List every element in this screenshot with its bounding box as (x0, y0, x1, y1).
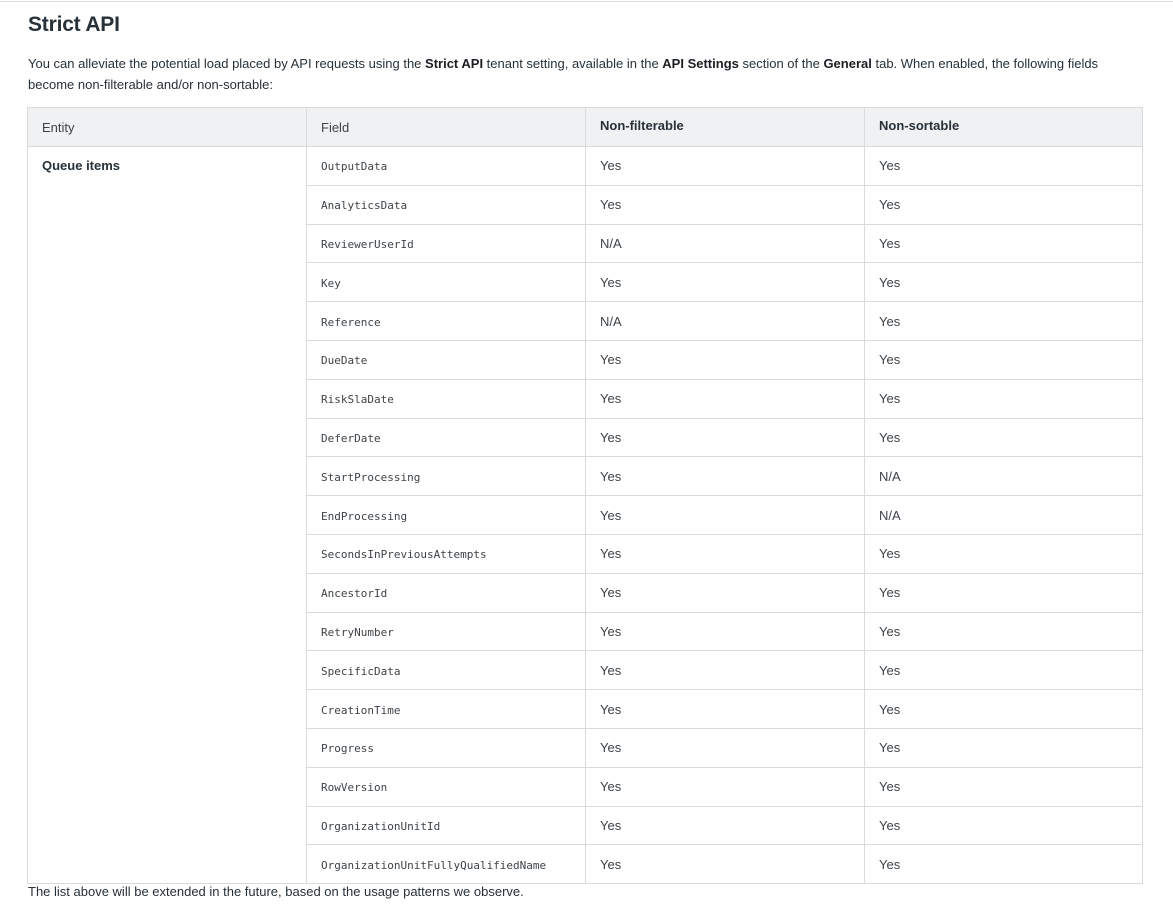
field-cell (307, 573, 586, 612)
field-cell (307, 845, 586, 884)
table-row (28, 147, 1143, 186)
non-filterable-cell: Yes (586, 263, 865, 302)
field-name: ReviewerUserId (321, 237, 414, 251)
field-name: AncestorId (321, 587, 388, 601)
non-sortable-cell: Yes (865, 263, 1143, 302)
field-name: Reference (321, 315, 381, 329)
intro-text-3: section of the (738, 56, 824, 71)
non-filterable-cell: N/A (586, 302, 865, 341)
field-cell (307, 457, 586, 496)
table-body (28, 147, 1143, 884)
field-cell (307, 224, 586, 263)
field-name: SpecificData (321, 664, 401, 678)
non-sortable-cell: Yes (865, 612, 1143, 651)
field-cell (307, 302, 586, 341)
section-title: Strict API (28, 13, 120, 36)
non-filterable-cell: Yes (586, 845, 865, 884)
field-name: RowVersion (321, 781, 388, 795)
non-sortable-cell: Yes (865, 340, 1143, 379)
non-sortable-cell: Yes (865, 767, 1143, 806)
non-filterable-cell: Yes (586, 573, 865, 612)
field-name: CreationTime (321, 703, 401, 717)
field-name: RiskSlaDate (321, 393, 394, 407)
non-filterable-cell: Yes (586, 379, 865, 418)
non-filterable-cell: Yes (586, 612, 865, 651)
non-sortable-cell: Yes (865, 651, 1143, 690)
non-filterable-cell: Yes (586, 651, 865, 690)
intro-text-1: You can alleviate the potential load placed by API requests using the (28, 56, 426, 71)
field-cell (307, 340, 586, 379)
non-filterable-cell: N/A (586, 224, 865, 263)
intro-text-2: tenant setting, available in the (483, 56, 663, 71)
field-cell (307, 185, 586, 224)
field-cell (307, 418, 586, 457)
strict-api-setting: Strict API (425, 56, 484, 71)
non-sortable-cell: Yes (865, 728, 1143, 767)
field-cell (307, 147, 586, 186)
field-cell (307, 612, 586, 651)
non-sortable-cell: Yes (865, 573, 1143, 612)
field-cell (307, 263, 586, 302)
intro-paragraph (28, 54, 1143, 95)
top-divider (0, 1, 1173, 2)
non-sortable-cell: Yes (865, 302, 1143, 341)
non-sortable-cell: Yes (865, 418, 1143, 457)
field-name: DeferDate (321, 431, 381, 445)
non-filterable-cell: Yes (586, 185, 865, 224)
field-name: RetryNumber (321, 625, 394, 639)
non-filterable-cell: Yes (586, 418, 865, 457)
table-header-row (28, 108, 1143, 147)
non-filterable-cell: Yes (586, 457, 865, 496)
field-cell (307, 496, 586, 535)
header-field: Field (307, 108, 586, 147)
field-name: OutputData (321, 160, 388, 174)
field-cell (307, 806, 586, 845)
footer-note: The list above will be extended in the future, based on the usage patterns we observe. (28, 884, 524, 899)
field-name: EndProcessing (321, 509, 408, 523)
strict-api-fields-table (27, 107, 1143, 884)
field-name: Key (321, 276, 341, 290)
field-cell (307, 767, 586, 806)
non-sortable-cell: Yes (865, 185, 1143, 224)
non-filterable-cell: Yes (586, 728, 865, 767)
field-name: Progress (321, 742, 374, 756)
header-non-filterable: Non-filterable (586, 108, 865, 147)
field-cell (307, 690, 586, 729)
non-filterable-cell: Yes (586, 496, 865, 535)
field-cell (307, 379, 586, 418)
non-filterable-cell: Yes (586, 690, 865, 729)
non-filterable-cell: Yes (586, 806, 865, 845)
field-cell (307, 651, 586, 690)
non-sortable-cell: Yes (865, 690, 1143, 729)
api-settings-section: API Settings (662, 56, 739, 71)
entity-cell: Queue items (28, 147, 307, 884)
non-filterable-cell: Yes (586, 340, 865, 379)
header-non-sortable: Non-sortable (865, 108, 1143, 147)
header-entity: Entity (28, 108, 307, 147)
non-sortable-cell: N/A (865, 457, 1143, 496)
field-name: OrganizationUnitId (321, 819, 441, 833)
field-cell (307, 534, 586, 573)
non-sortable-cell: Yes (865, 806, 1143, 845)
non-filterable-cell: Yes (586, 147, 865, 186)
field-name: DueDate (321, 354, 368, 368)
field-name: SecondsInPreviousAttempts (321, 548, 487, 562)
field-name: StartProcessing (321, 470, 421, 484)
intro-text-4: tab. When enabled, the following fields become non-filterable and/or non-sortable: (28, 56, 1099, 92)
non-sortable-cell: Yes (865, 534, 1143, 573)
general-tab-name: General (823, 56, 872, 71)
field-cell (307, 728, 586, 767)
non-filterable-cell: Yes (586, 767, 865, 806)
non-sortable-cell: Yes (865, 147, 1143, 186)
field-name: OrganizationUnitFullyQualifiedName (321, 858, 547, 872)
non-sortable-cell: Yes (865, 224, 1143, 263)
non-sortable-cell: N/A (865, 496, 1143, 535)
non-sortable-cell: Yes (865, 845, 1143, 884)
non-filterable-cell: Yes (586, 534, 865, 573)
non-sortable-cell: Yes (865, 379, 1143, 418)
field-name: AnalyticsData (321, 199, 408, 213)
